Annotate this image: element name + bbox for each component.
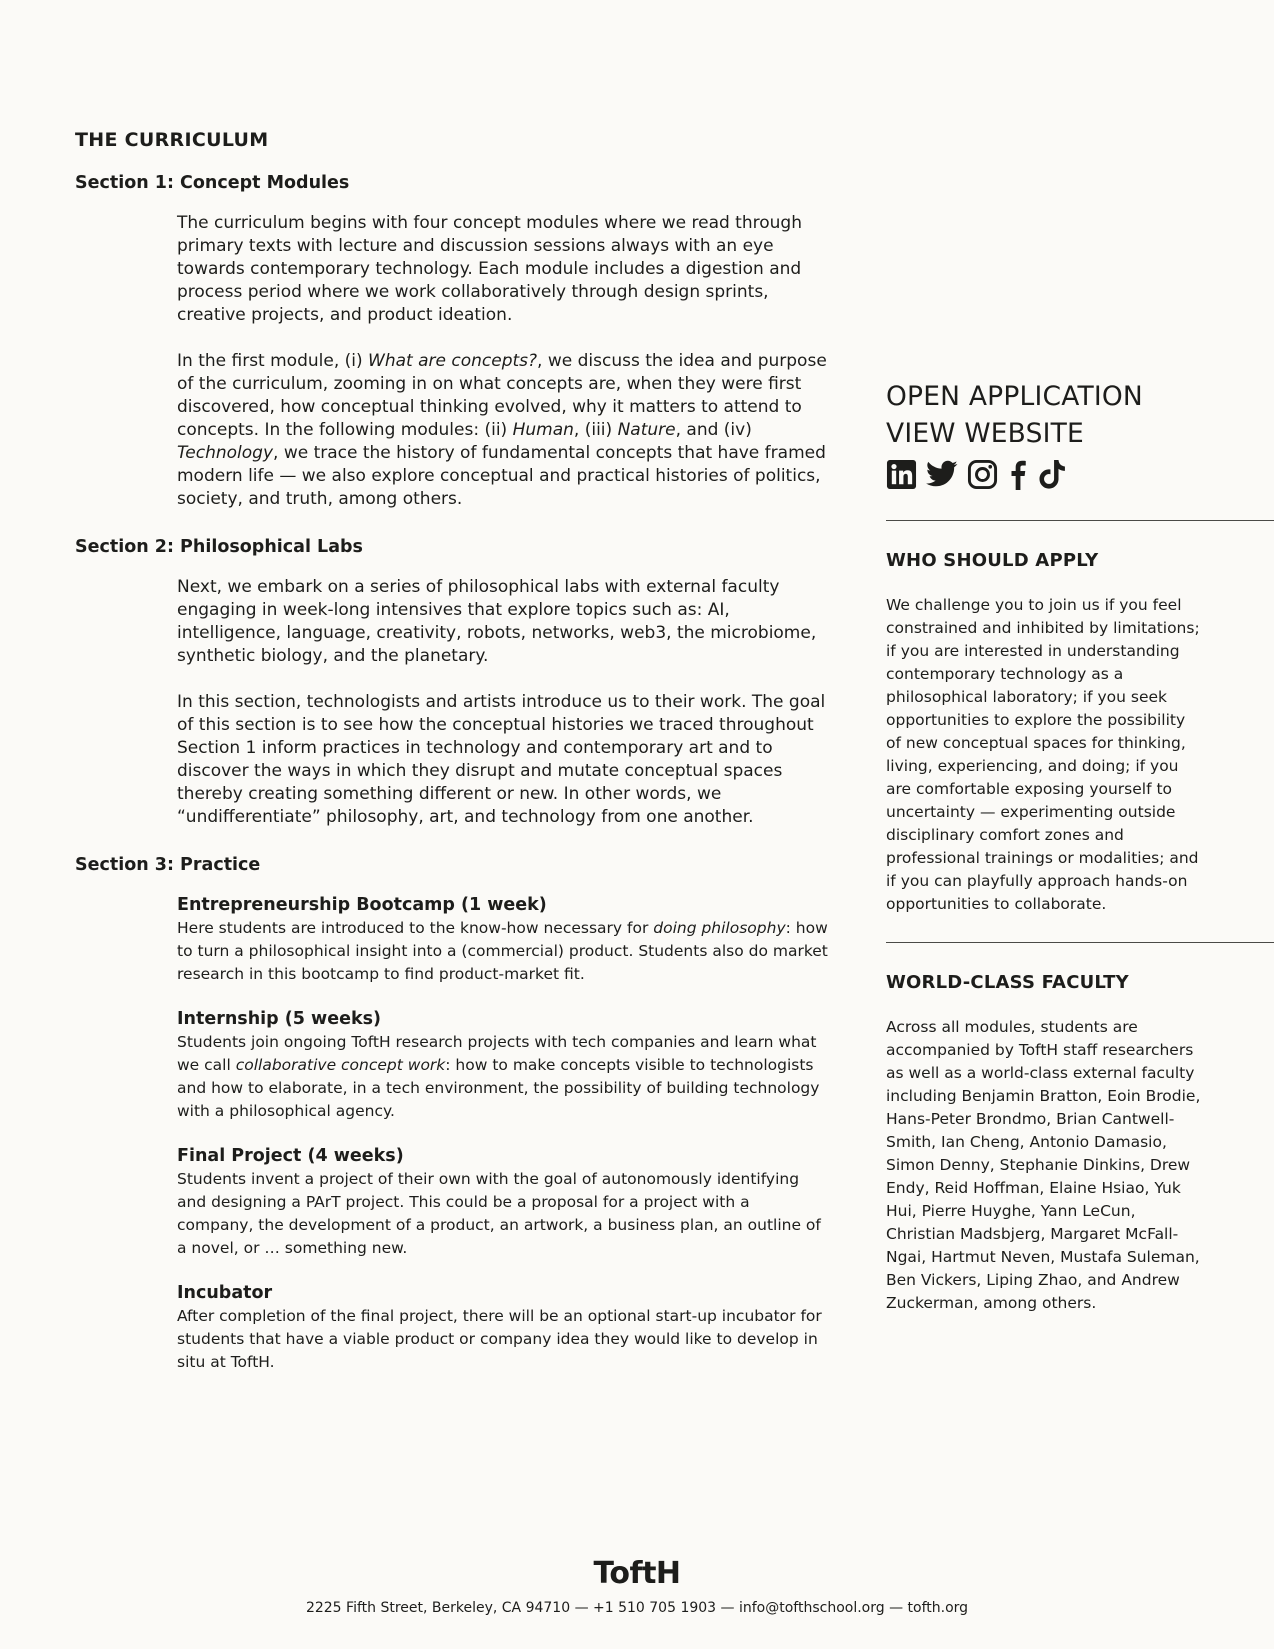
social-links (886, 458, 1274, 490)
section-2-paragraph-1: Next, we embark on a series of philosophical labs with external faculty engaging in week-long intensives that explore topics such as: AI, intelligence, language, creativity, robots, networks, web3, the microbiome, synthetic biology, and the planetary. (177, 577, 817, 666)
incubator-title: Incubator (177, 1283, 273, 1303)
text-run: , we discuss the idea and purpose of the curriculum, zooming in on what concepts are, when they were first discovered, how conceptual thinking evolved, why it matters to attend to concepts. In the following modules: (ii) (177, 351, 827, 440)
faculty-text: Across all modules, students are accompanied by ToftH staff researchers as well as a world-class external faculty including Benjamin Bratton, Eoin Brodie, Hans-Peter Brondmo, Brian Cantwell-Smith, Ian Cheng, Antonio Damasio, Simon Denny, Stephanie Dinkins, Drew Endy, Reid Hoffman, Elaine Hsiao, Yuk Hui, Pierre Huyghe, Yann LeCun, Christian Madsbjerg, Margaret McFall-Ngai, Hartmut Neven, Mustafa Suleman, Ben Vickers, Liping Zhao, and Andrew Zuckerman, among others. (886, 1018, 1201, 1312)
text-run: : how to make concepts visible to technologists and how to elaborate, in a tech environment, the possibility of building technology with a philosophical agency. (177, 1056, 820, 1120)
incubator-text: After completion of the final project, there will be an optional start-up incubator for students that have a viable product or company idea they would like to develop in situ at ToftH. (177, 1307, 822, 1371)
emphasis-collaborative-concept-work: collaborative concept work (235, 1056, 446, 1074)
text-run: Here students are introduced to the know-how necessary for (177, 919, 654, 937)
final-project-block (177, 1145, 830, 1260)
who-should-apply-heading: WHO SHOULD APPLY (886, 550, 1099, 571)
bootcamp-block (177, 894, 830, 986)
instagram-icon[interactable] (967, 459, 998, 490)
curriculum-column (75, 126, 830, 1396)
section-1-paragraph-1: The curriculum begins with four concept modules where we read through primary texts with lecture and discussion sessions always with an eye towards contemporary technology. Each module includes a digestion and process period where we work collaboratively through design sprints, creative projects, and product ideation. (177, 213, 802, 325)
twitter-icon[interactable] (926, 460, 958, 488)
facebook-icon[interactable] (1007, 459, 1029, 490)
section-1-body (177, 212, 830, 511)
incubator-block (177, 1282, 830, 1374)
tiktok-icon[interactable] (1038, 459, 1066, 490)
text-run: Students join ongoing ToftH research projects with tech companies and learn what we call (177, 1033, 817, 1074)
contact-address: 2225 Fifth Street, Berkeley, CA 94710 — +1 510 705 1903 — info@tofthschool.org — tofth.org (305, 1600, 969, 1616)
section-1-heading: Section 1: Concept Modules (75, 173, 350, 193)
module-name-concepts: What are concepts? (368, 351, 538, 371)
tofth-logo: ToftH (593, 1556, 681, 1591)
linkedin-icon[interactable] (886, 459, 917, 490)
section-2-body (177, 576, 830, 829)
bootcamp-text (177, 917, 830, 986)
internship-title: Internship (5 weeks) (177, 1009, 382, 1029)
sidebar-divider (886, 942, 1274, 943)
module-name-technology: Technology (177, 443, 274, 463)
internship-text (177, 1031, 830, 1123)
section-3-heading: Section 3: Practice (75, 855, 261, 875)
view-website-link[interactable]: VIEW WEBSITE (886, 418, 1084, 449)
internship-block (177, 1008, 830, 1123)
section-3-body (177, 894, 830, 1374)
section-1-paragraph-2 (177, 350, 830, 511)
text-run: , and (iv) (675, 420, 752, 440)
section-2-paragraph-2: In this section, technologists and artists introduce us to their work. The goal of this section is to see how the conceptual histories we traced throughout Section 1 inform practices in technology and contemporary art and to discover the ways in which they disrupt and mutate conceptual spaces thereby creating something different or new. In other words, we “undifferentiate” philosophy, art, and technology from one another. (177, 692, 826, 827)
emphasis-doing-philosophy: doing philosophy (653, 919, 786, 937)
open-application-link[interactable]: OPEN APPLICATION (886, 381, 1143, 412)
faculty-heading: WORLD-CLASS FACULTY (886, 972, 1129, 993)
text-run: , we trace the history of fundamental concepts that have framed modern life — we also explore conceptual and practical histories of politics, society, and truth, among others. (177, 443, 826, 509)
footer (0, 1556, 1274, 1618)
sidebar (886, 378, 1274, 1341)
final-project-text: Students invent a project of their own with the goal of autonomously identifying and designing a PArT project. This could be a proposal for a project with a company, the development of a product, an artwork, a business plan, an outline of a novel, or … something new. (177, 1170, 821, 1257)
module-name-nature: Nature (617, 420, 676, 440)
sidebar-divider (886, 520, 1274, 521)
text-run: : how to turn a philosophical insight into a (commercial) product. Students also do market research in this bootcamp to find product-market fit. (177, 919, 828, 983)
bootcamp-title: Entrepreneurship Bootcamp (1 week) (177, 895, 547, 915)
final-project-title: Final Project (4 weeks) (177, 1146, 404, 1166)
text-run: , (iii) (573, 420, 618, 440)
text-run: In the first module, (i) (177, 351, 369, 371)
section-2-heading: Section 2: Philosophical Labs (75, 537, 363, 557)
module-name-human: Human (512, 420, 574, 440)
curriculum-title: THE CURRICULUM (75, 129, 269, 151)
who-should-apply-text: We challenge you to join us if you feel constrained and inhibited by limitations; if you are interested in understanding contemporary technology as a philosophical laboratory; if you seek opportunities to explore the possibility of new conceptual spaces for thinking, living, experiencing, and doing; if you are comfortable exposing yourself to uncertainty — experimenting outside disciplinary comfort zones and professional trainings or modalities; and if you can playfully approach hands-on opportunities to collaborate. (886, 596, 1200, 913)
